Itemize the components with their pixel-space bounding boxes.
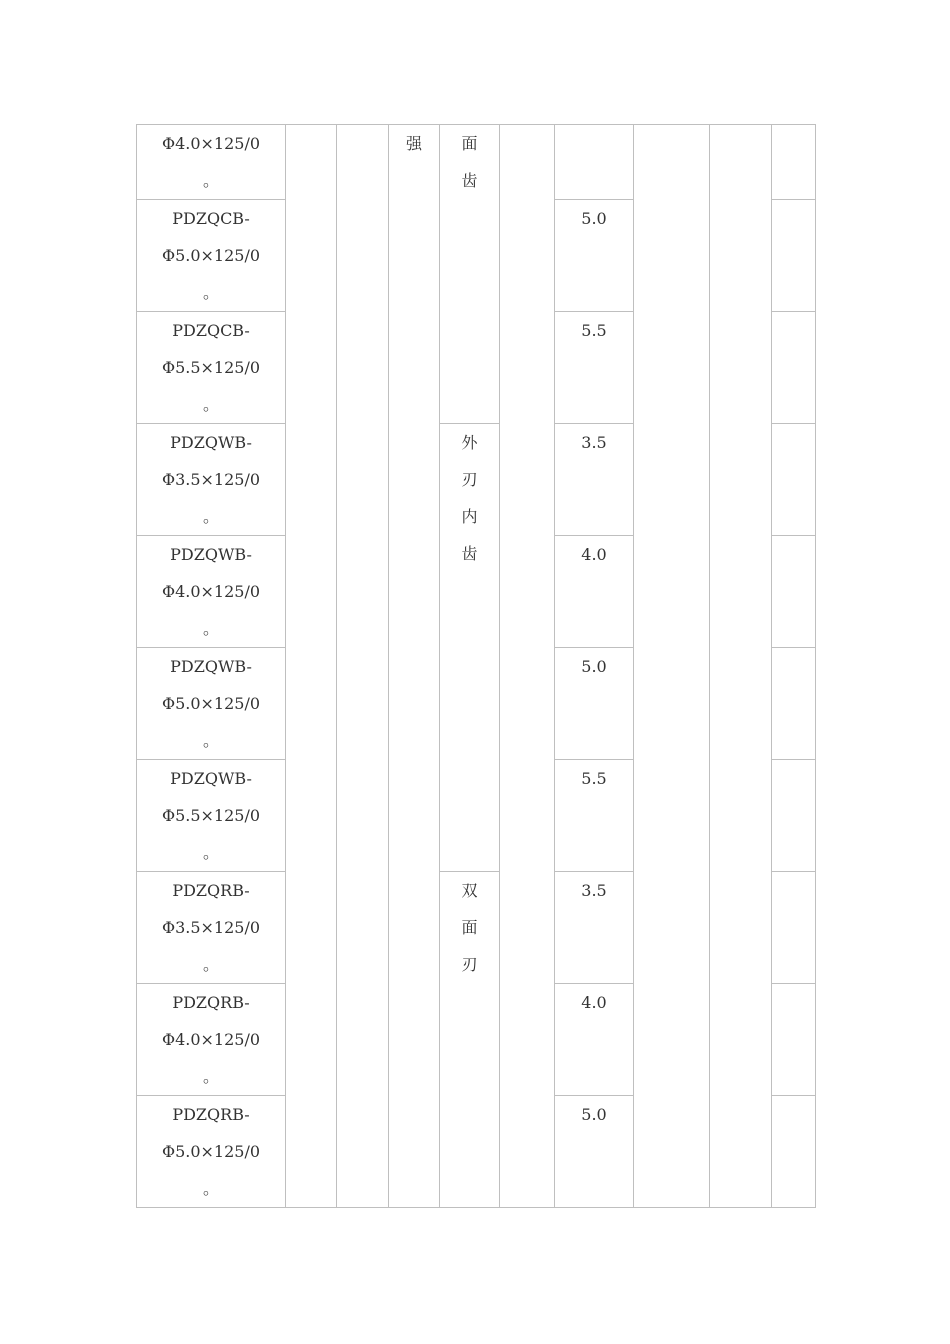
- spec-table: [136, 124, 816, 1208]
- value-cell: 5.0: [555, 200, 634, 312]
- blank-cell: [772, 1096, 816, 1208]
- model-cell: PDZQWB- Φ5.5×125/0 。: [137, 760, 286, 872]
- blank-cell: [710, 125, 772, 1208]
- model-cell: PDZQCB- Φ5.0×125/0 。: [137, 200, 286, 312]
- value-cell: 5.5: [555, 312, 634, 424]
- group-outer-blade-inner-teeth: 外 刃 内 齿: [440, 424, 500, 872]
- value-cell: 4.0: [555, 536, 634, 648]
- blank-cell: [772, 984, 816, 1096]
- model-cell: PDZQCB- Φ5.5×125/0 。: [137, 312, 286, 424]
- model-cell: PDZQRB- Φ5.0×125/0 。: [137, 1096, 286, 1208]
- model-cell: PDZQWB- Φ4.0×125/0 。: [137, 536, 286, 648]
- blank-cell: [337, 125, 389, 1208]
- value-cell: 5.5: [555, 760, 634, 872]
- blank-cell: [634, 125, 710, 1208]
- model-cell: PDZQWB- Φ3.5×125/0 。: [137, 424, 286, 536]
- model-cell: PDZQRB- Φ3.5×125/0 。: [137, 872, 286, 984]
- group-double-face-blade: 双 面 刃: [440, 872, 500, 1208]
- blank-cell: [772, 312, 816, 424]
- model-cell: PDZQRB- Φ4.0×125/0 。: [137, 984, 286, 1096]
- table-row: [137, 125, 816, 200]
- blank-cell: [772, 872, 816, 984]
- blank-cell: [772, 648, 816, 760]
- value-cell: [555, 125, 634, 200]
- strength-cell: 强: [389, 125, 440, 1208]
- value-cell: 4.0: [555, 984, 634, 1096]
- blank-cell: [286, 125, 337, 1208]
- blank-cell: [500, 125, 555, 1208]
- value-cell: 3.5: [555, 424, 634, 536]
- value-cell: 5.0: [555, 1096, 634, 1208]
- blank-cell: [772, 760, 816, 872]
- model-cell: PDZQWB- Φ5.0×125/0 。: [137, 648, 286, 760]
- blank-cell: [772, 200, 816, 312]
- blank-cell: [772, 125, 816, 200]
- group-face-teeth: 面 齿: [440, 125, 500, 424]
- value-cell: 5.0: [555, 648, 634, 760]
- blank-cell: [772, 424, 816, 536]
- value-cell: 3.5: [555, 872, 634, 984]
- blank-cell: [772, 536, 816, 648]
- model-cell: Φ4.0×125/0 。: [137, 125, 286, 200]
